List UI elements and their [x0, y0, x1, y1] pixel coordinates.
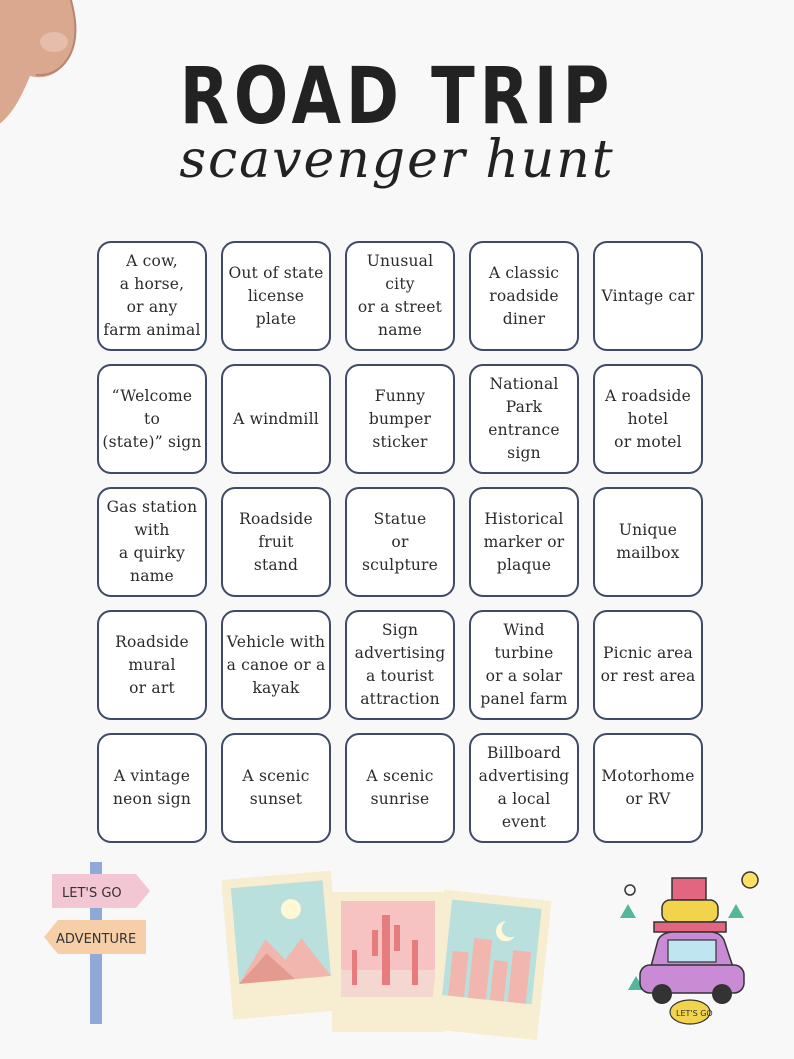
page-subtitle: scavenger hunt — [179, 130, 615, 190]
sun-icon — [742, 872, 758, 888]
polaroid-mountains — [222, 870, 343, 1019]
grid-cell[interactable]: A classic roadside diner — [469, 241, 579, 351]
grid-cell[interactable]: Unusual city or a street name — [345, 241, 455, 351]
grid-cell[interactable]: Roadside fruit stand — [221, 487, 331, 597]
wheel-icon — [652, 984, 672, 1004]
grid-cell[interactable]: Gas station with a quirky name — [97, 487, 207, 597]
luggage-top — [672, 878, 706, 900]
car-badge-text: LET'S GO — [676, 1009, 713, 1018]
sparkle-icon — [625, 885, 635, 895]
grid-cell[interactable]: Picnic area or rest area — [593, 610, 703, 720]
grid-cell[interactable]: A scenic sunrise — [345, 733, 455, 843]
grid-cell[interactable]: Vehicle with a canoe or a kayak — [221, 610, 331, 720]
polaroid-city — [429, 890, 551, 1041]
grid-cell[interactable]: Sign advertising a tourist attraction — [345, 610, 455, 720]
grid-cell[interactable]: Historical marker or plaque — [469, 487, 579, 597]
grid-cell[interactable]: A vintage neon sign — [97, 733, 207, 843]
car-with-luggage-illustration — [610, 860, 770, 1030]
grid-cell[interactable]: National Park entrance sign — [469, 364, 579, 474]
grid-cell[interactable]: A cow, a horse, or any farm animal — [97, 241, 207, 351]
grid-cell[interactable]: Billboard advertising a local event — [469, 733, 579, 843]
bingo-grid — [97, 241, 703, 843]
grid-cell[interactable]: A windmill — [221, 364, 331, 474]
polaroid-cactus — [332, 892, 444, 1032]
grid-cell[interactable]: Wind turbine or a solar panel farm — [469, 610, 579, 720]
grid-cell[interactable]: A roadside hotel or motel — [593, 364, 703, 474]
grid-cell[interactable]: Out of state license plate — [221, 241, 331, 351]
tree-icon — [620, 904, 636, 918]
sign-adventure-text: ADVENTURE — [56, 932, 137, 947]
grid-cell[interactable]: Roadside mural or art — [97, 610, 207, 720]
roof-rack — [654, 922, 726, 932]
grid-cell[interactable]: Statue or sculpture — [345, 487, 455, 597]
sign-lets-go-text: LET'S GO — [62, 886, 122, 901]
signpost-illustration — [40, 860, 170, 1030]
grid-cell[interactable]: Funny bumper sticker — [345, 364, 455, 474]
grid-cell[interactable]: Vintage car — [593, 241, 703, 351]
car-window — [668, 940, 716, 962]
luggage-middle — [662, 900, 718, 922]
grid-cell[interactable]: A scenic sunset — [221, 733, 331, 843]
page-title: ROAD TRIP — [179, 52, 615, 142]
wheel-icon — [712, 984, 732, 1004]
tree-icon — [728, 904, 744, 918]
grid-cell[interactable]: Motorhome or RV — [593, 733, 703, 843]
grid-cell[interactable]: Unique mailbox — [593, 487, 703, 597]
grid-cell[interactable]: “Welcome to (state)” sign — [97, 364, 207, 474]
polaroid-photos-illustration — [222, 860, 552, 1050]
